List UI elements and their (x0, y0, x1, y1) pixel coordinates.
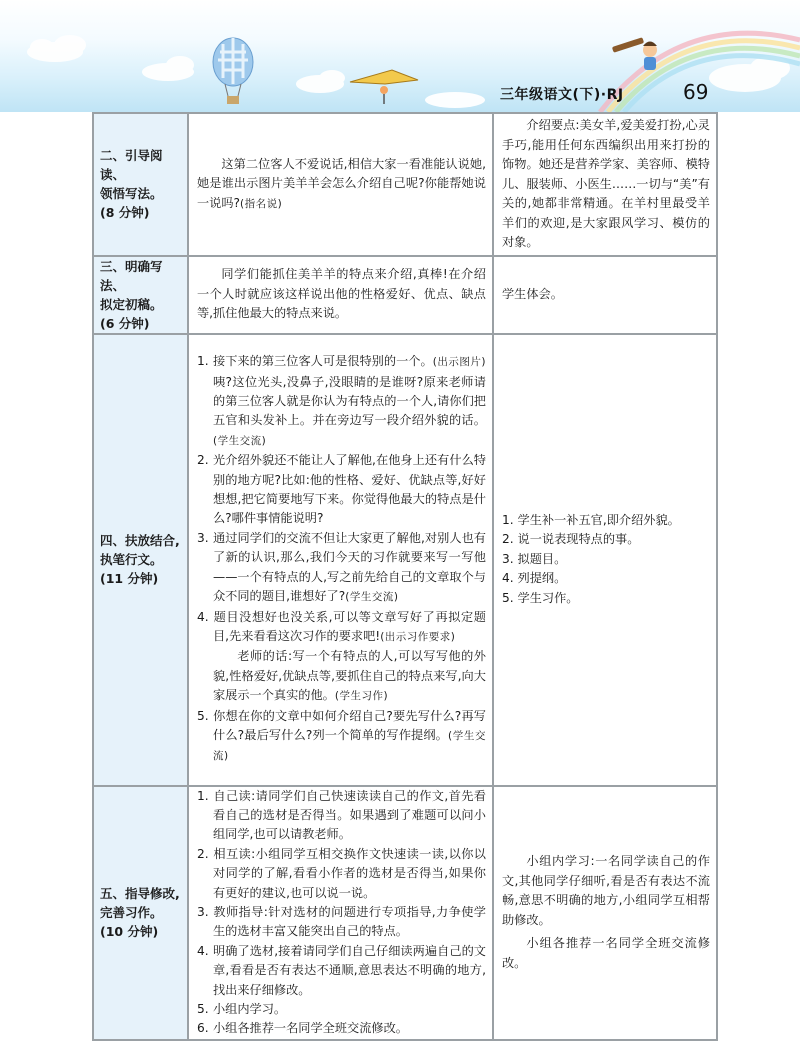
stage-cell (93, 256, 188, 334)
stage-title: 四、扶放结合, (100, 533, 180, 548)
stage-cell (93, 786, 188, 1040)
student-activity-cell (493, 113, 717, 256)
stage-subtitle: 拟定初稿。 (100, 296, 163, 312)
student-activity-cell (493, 334, 717, 786)
list-item: 4. 题目没想好也没关系,可以等文章写好了再拟定题目,先来看看这次习作的要求吧!(出示习作要求) 老师的话:写一个有特点的人,可以写写他的外貌,性格爱好,优缺点等,要抓住自己的特点来写,向大家展示一个真实的他。(学生习作) (197, 609, 486, 703)
teacher-activity-cell (188, 334, 493, 786)
child-telescope-icon (612, 37, 657, 70)
teacher-activity-cell (188, 786, 493, 1040)
stage-title: 二、引导阅读、 (100, 148, 163, 183)
teacher-steps-list (189, 787, 492, 1039)
student-activity-cell (493, 786, 717, 1040)
teacher-activity-cell (188, 256, 493, 334)
stage-cell (93, 113, 188, 256)
stage-subtitle: 领悟写法。 (100, 186, 163, 202)
hot-air-balloon-icon (213, 38, 253, 104)
student-activity-cell (493, 256, 717, 334)
student-text: 小组内学习:一名同学读自己的作文,其他同学仔细听,看是否有表达不流畅,意思不明确的地方,小组同学互相帮助修改。 (502, 854, 710, 927)
stage-title: 五、指导修改, (100, 886, 180, 902)
teacher-text: 这第二位客人不爱说话,相信大家一看准能认说她,她是谁出示图片美羊羊会怎么介绍自己呢?你能帮她说一说吗? (197, 156, 486, 210)
student-text: 小组各推荐一名同学全班交流修改。 (502, 936, 710, 970)
hang-glider-icon (350, 70, 418, 104)
list-item: 5. 你想在你的文章中如何介绍自己?要先写什么?再写什么?最后写什么?列一个简单的写作提纲。(学生交流) (197, 708, 486, 763)
student-text: 学生体会。 (502, 286, 563, 301)
list-item: 1. 接下来的第三位客人可是很特别的一个。(出示图片)咦?这位光头,没鼻子,没眼睛的是谁呀?原来老师请的第三位客人就是你认为有特点的一个人,请你们把五官和头发补上。并在旁边写一段介绍外貌的话。(学生交流) (197, 354, 486, 447)
list-item: 5. 学生习作。 (502, 590, 579, 605)
list-item: 1. 自己读:请同学们自己快速读读自己的作文,首先看看自己的选材是否得当。如果遇到了难题可以问小组同学,也可以请教老师。 (197, 788, 486, 842)
book-title: 三年级语文(下)·RJ (500, 87, 624, 103)
sky-illustration (0, 0, 800, 112)
teacher-steps-list (189, 352, 492, 767)
list-item: 1. 学生补一补五官,即介绍外貌。 (502, 512, 680, 527)
list-item: 3. 拟题目。 (502, 551, 567, 566)
list-item: 5. 小组内学习。 (197, 1001, 287, 1016)
teacher-words: 老师的话:写一个有特点的人,可以写写他的外貌,性格爱好,优缺点等,要抓住自己的特点来写,向大家展示一个真实的他。 (213, 649, 486, 703)
list-item: 2. 相互读:小组同学互相交换作文快速读一读,以你以对同学的了解,看看小作者的选材是否得当,如果你有更好的建议,也可以说一说。 (197, 846, 486, 900)
list-item: 2. 说一说表现特点的事。 (502, 532, 640, 547)
list-item: 3. 通过同学们的交流不但让大家更了解他,对别人也有了新的认识,那么,我们今天的习作就要来写一写他——一个有特点的人,写之前先给自己的文章取个与众不同的题目,谁想好了?(学生交流) (197, 530, 486, 604)
list-item: 3. 教师指导:针对选材的问题进行专项指导,力争使学生的选材丰富又能突出自己的特点。 (197, 904, 486, 939)
list-item: 2. 光介绍外貌还不能让人了解他,在他身上还有什么特别的地方呢?比如:他的性格、爱好、优缺点等,好好想想,把它简要地写下来。你觉得他最大的特点是什么?哪件事情能说明? (197, 453, 486, 526)
teacher-text: 同学们能抓住美羊羊的特点来介绍,真棒!在介绍一个人时就应该这样说出他的性格爱好、优点、缺点等,抓住他最大的特点来说。 (197, 267, 486, 321)
stage-duration: (6 分钟) (100, 315, 150, 331)
teacher-note: (指名说) (240, 197, 283, 210)
stage-duration: (11 分钟) (100, 571, 159, 586)
list-item: 4. 列提纲。 (502, 571, 567, 586)
stage-title: 三、明确写法、 (100, 258, 163, 293)
list-item: 4. 明确了选材,接着请同学们自己仔细读两遍自己的文章,看看是否有表达不通顺,意思表达不明确的地方,找出来仔细修改。 (197, 943, 486, 997)
table-row (93, 113, 717, 256)
teacher-activity-cell (188, 113, 493, 256)
table-row (93, 334, 717, 786)
header-banner (0, 0, 800, 112)
page-number: 69 (683, 80, 709, 104)
stage-duration: (8 分钟) (100, 205, 150, 221)
stage-cell (93, 334, 188, 786)
student-steps-list (494, 511, 716, 609)
table-row (93, 256, 717, 334)
table-row (93, 786, 717, 1040)
stage-subtitle: 执笔行文。 (100, 552, 163, 567)
stage-subtitle: 完善习作。 (100, 905, 163, 921)
stage-duration: (10 分钟) (100, 924, 159, 940)
lesson-plan-table (92, 112, 718, 1041)
student-text: 介绍要点:美女羊,爱美爱打扮,心灵手巧,能用任何东西编织出用来打扮的饰物。她还是营养学家、美容师、模特儿、服装师、小医生……一切与“美”有关的,她都非常精通。在羊村里最受羊羊们的欢迎,是大家跟风学习、模仿的对象。 (502, 118, 710, 249)
list-item: 6. 小组各推荐一名同学全班交流修改。 (197, 1021, 408, 1036)
